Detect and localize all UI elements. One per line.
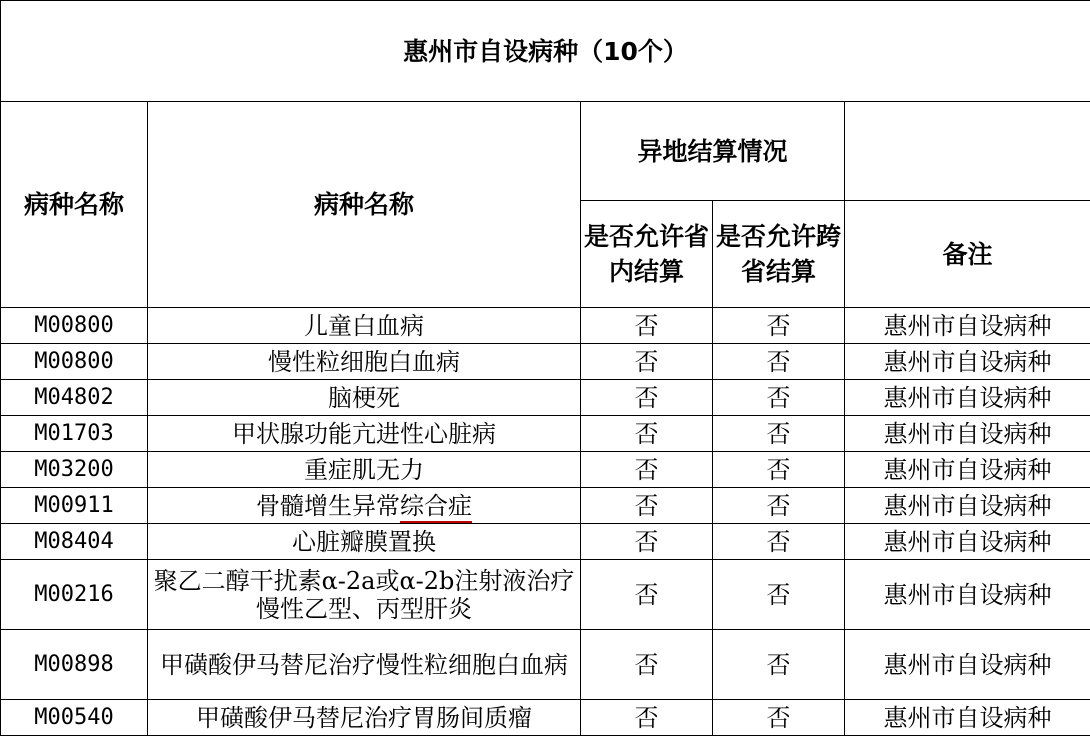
code-cell: M00911	[1, 488, 148, 524]
header-remark: 备注	[845, 201, 1090, 308]
name-cell: 甲磺酸伊马替尼治疗胃肠间质瘤	[148, 700, 581, 736]
table-row	[1, 700, 1090, 736]
code-cell: M00800	[1, 308, 148, 344]
name-cell: 甲状腺功能亢进性心脏病	[148, 416, 581, 452]
name-text: 骨髓增生异常	[256, 491, 400, 520]
cross-province-cell: 否	[713, 524, 845, 560]
cross-province-cell: 否	[713, 452, 845, 488]
in-province-cell: 否	[581, 488, 713, 524]
code-cell: M00216	[1, 560, 148, 630]
cross-province-cell: 否	[713, 630, 845, 700]
table-title: 惠州市自设病种（10个）	[1, 1, 1090, 102]
code-cell: M00800	[1, 344, 148, 380]
header-cross-province: 是否允许跨省结算	[713, 201, 845, 308]
table-row	[1, 416, 1090, 452]
cross-province-cell: 否	[713, 344, 845, 380]
code-cell: M00898	[1, 630, 148, 700]
header-blank	[845, 102, 1090, 201]
table-row	[1, 560, 1090, 630]
table-row	[1, 630, 1090, 700]
remark-cell: 惠州市自设病种	[845, 344, 1090, 380]
header-name: 病种名称	[148, 102, 581, 308]
remark-cell: 惠州市自设病种	[845, 524, 1090, 560]
in-province-cell: 否	[581, 452, 713, 488]
remark-cell: 惠州市自设病种	[845, 488, 1090, 524]
table-row	[1, 308, 1090, 344]
remark-cell: 惠州市自设病种	[845, 416, 1090, 452]
in-province-cell: 否	[581, 700, 713, 736]
spellcheck-underline-text: 综合症	[400, 492, 472, 523]
code-cell: M03200	[1, 452, 148, 488]
name-cell: 儿童白血病	[148, 308, 581, 344]
code-cell: M04802	[1, 380, 148, 416]
remark-cell: 惠州市自设病种	[845, 630, 1090, 700]
in-province-cell: 否	[581, 344, 713, 380]
header-code: 病种名称	[1, 102, 148, 308]
header-settlement: 异地结算情况	[581, 102, 845, 201]
header-in-province: 是否允许省内结算	[581, 201, 713, 308]
name-cell: 心脏瓣膜置换	[148, 524, 581, 560]
remark-cell: 惠州市自设病种	[845, 380, 1090, 416]
cross-province-cell: 否	[713, 700, 845, 736]
cross-province-cell: 否	[713, 488, 845, 524]
table-row	[1, 380, 1090, 416]
name-cell: 聚乙二醇干扰素α-2a或α-2b注射液治疗慢性乙型、丙型肝炎	[148, 560, 581, 630]
table-row	[1, 524, 1090, 560]
in-province-cell: 否	[581, 630, 713, 700]
cross-province-cell: 否	[713, 416, 845, 452]
in-province-cell: 否	[581, 560, 713, 630]
name-cell: 甲磺酸伊马替尼治疗慢性粒细胞白血病	[148, 630, 581, 700]
code-cell: M00540	[1, 700, 148, 736]
code-cell: M01703	[1, 416, 148, 452]
code-cell: M08404	[1, 524, 148, 560]
cross-province-cell: 否	[713, 380, 845, 416]
remark-cell: 惠州市自设病种	[845, 560, 1090, 630]
table-row	[1, 452, 1090, 488]
name-cell	[148, 488, 581, 524]
name-cell: 脑梗死	[148, 380, 581, 416]
remark-cell: 惠州市自设病种	[845, 700, 1090, 736]
in-province-cell: 否	[581, 416, 713, 452]
in-province-cell: 否	[581, 524, 713, 560]
table-row	[1, 344, 1090, 380]
table-row	[1, 488, 1090, 524]
cross-province-cell: 否	[713, 308, 845, 344]
cross-province-cell: 否	[713, 560, 845, 630]
remark-cell: 惠州市自设病种	[845, 308, 1090, 344]
in-province-cell: 否	[581, 380, 713, 416]
name-cell: 慢性粒细胞白血病	[148, 344, 581, 380]
in-province-cell: 否	[581, 308, 713, 344]
name-cell: 重症肌无力	[148, 452, 581, 488]
remark-cell: 惠州市自设病种	[845, 452, 1090, 488]
